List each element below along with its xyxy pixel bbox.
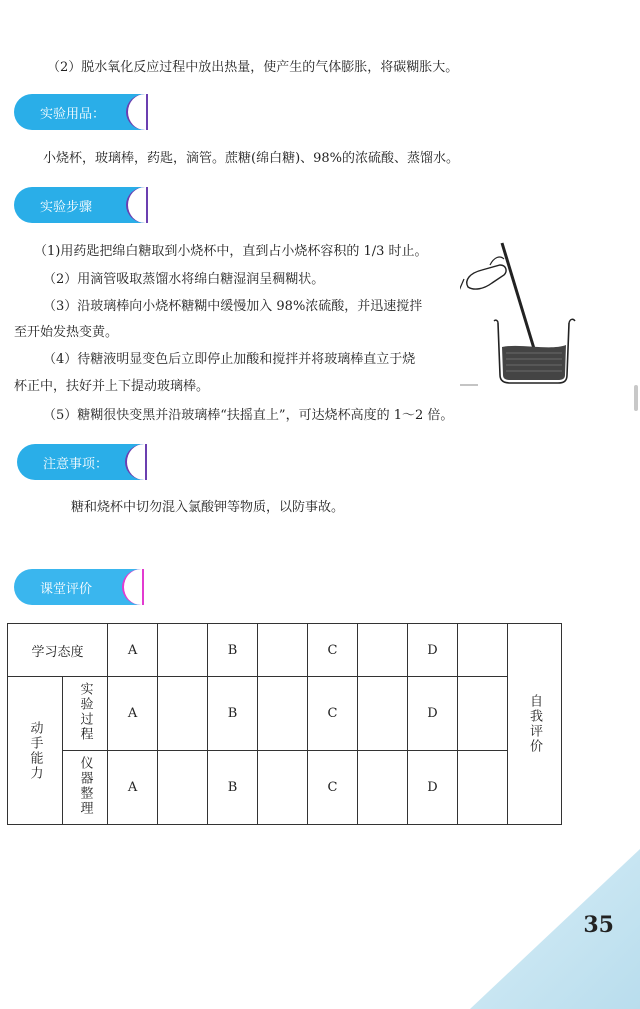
grade-blank[interactable]: [358, 751, 408, 825]
intro-line: （2）脱水氧化反应过程中放出热量，使产生的气体膨胀，将碳糊胀大。: [47, 60, 459, 75]
self-eval-cell: [508, 624, 562, 825]
evaluation-table: [7, 623, 562, 825]
page-corner-decoration: [470, 849, 640, 1009]
row-label-attitude: 学习态度: [8, 624, 108, 677]
grade-blank[interactable]: [458, 751, 508, 825]
section-title-materials: 实验用品：: [40, 107, 106, 122]
section-tag-notes: [17, 444, 147, 480]
grade-d: D: [408, 624, 458, 677]
step-line-4: （4）待糖液明显变色后立即停止加酸和搅拌并将玻璃棒直立于烧: [43, 352, 416, 367]
grade-blank[interactable]: [158, 624, 208, 677]
grade-d: D: [408, 677, 458, 751]
sub-label-process-text: 实验过程: [77, 681, 93, 742]
grade-blank[interactable]: [158, 751, 208, 825]
scrollbar-thumb[interactable]: [634, 385, 638, 411]
grade-blank[interactable]: [258, 624, 308, 677]
section-title-notes: 注意事项：: [43, 457, 109, 472]
group-label: 动手能力: [27, 720, 43, 781]
grade-d: D: [408, 751, 458, 825]
grade-blank[interactable]: [358, 624, 408, 677]
table-row-process: [8, 677, 562, 751]
grade-a: A: [108, 677, 158, 751]
notes-text: 糖和烧杯中切勿混入氯酸钾等物质，以防事故。: [71, 500, 345, 515]
group-label-cell: [8, 677, 63, 825]
grade-c: C: [308, 624, 358, 677]
page-number: 35: [583, 912, 614, 938]
grade-blank[interactable]: [458, 624, 508, 677]
self-eval-label: 自我评价: [527, 694, 543, 754]
grade-a: A: [108, 751, 158, 825]
step-line-3: （3）沿玻璃棒向小烧杯糖糊中缓慢加入 98%浓硫酸，并迅速搅拌: [43, 299, 423, 314]
grade-blank[interactable]: [258, 677, 308, 751]
grade-b: B: [208, 677, 258, 751]
grade-c: C: [308, 751, 358, 825]
grade-blank[interactable]: [358, 677, 408, 751]
table-row-attitude: [8, 624, 562, 677]
grade-blank[interactable]: [458, 677, 508, 751]
section-tag-evaluation: [14, 569, 144, 605]
step-line-1: （1)用药匙把绵白糖取到小烧杯中，直到占小烧杯容积的 1/3 时止。: [34, 244, 428, 259]
grade-b: B: [208, 624, 258, 677]
grade-a: A: [108, 624, 158, 677]
section-tag-materials: [14, 94, 148, 130]
section-title-evaluation: 课堂评价: [40, 582, 93, 597]
materials-text: 小烧杯，玻璃棒，药匙，滴管。蔗糖(绵白糖)、98%的浓硫酸、蒸馏水。: [43, 151, 460, 166]
sub-label-cleanup-text: 仪器整理: [77, 755, 93, 816]
section-title-steps: 实验步骤: [40, 200, 93, 215]
sub-label-process: [63, 677, 108, 751]
grade-blank[interactable]: [158, 677, 208, 751]
section-tag-steps: [14, 187, 148, 223]
sub-label-cleanup: [63, 751, 108, 825]
grade-b: B: [208, 751, 258, 825]
step-line-4b: 杯正中，扶好并上下提动玻璃棒。: [14, 379, 210, 394]
grade-blank[interactable]: [258, 751, 308, 825]
table-row-cleanup: [8, 751, 562, 825]
step-line-3b: 至开始发热变黄。: [14, 325, 119, 340]
grade-c: C: [308, 677, 358, 751]
step-line-5: （5）糖糊很快变黑并沿玻璃棒“扶摇直上”，可达烧杯高度的 1～2 倍。: [43, 408, 454, 423]
beaker-stirring-illustration: [460, 235, 580, 390]
step-line-2: （2）用滴管吸取蒸馏水将绵白糖湿润呈稠糊状。: [43, 272, 325, 287]
